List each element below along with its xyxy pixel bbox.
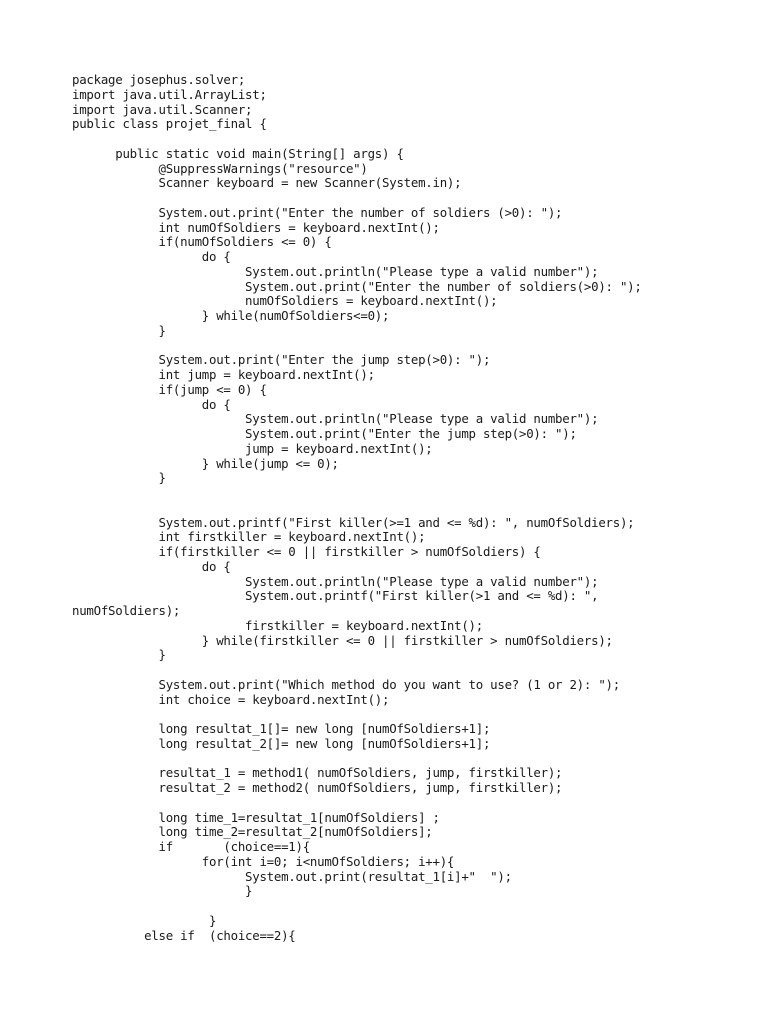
code-line: import java.util.Scanner; [72,101,253,117]
code-line: firstkiller = keyboard.nextInt(); [72,617,483,633]
code-line: int firstkiller = keyboard.nextInt(); [72,529,426,545]
code-line [72,663,762,678]
code-line: System.out.print("Which method do you want to use? (1 or 2): "); [72,676,620,692]
code-line: } [72,322,166,338]
code-line: System.out.print("Enter the jump step(>0): "); [72,352,491,368]
code-line: int jump = keyboard.nextInt(); [72,367,375,382]
code-line: } [72,883,253,899]
code-line: if (choice==1){ [72,839,310,854]
code-line: jump = keyboard.nextInt(); [72,440,433,456]
code-line: do { [72,558,231,574]
code-line: @SuppressWarnings("resource") [72,160,368,176]
code-line [72,707,762,722]
code-line: resultat_2 = method2( numOfSoldiers, jump, firstkiller); [72,780,563,795]
code-line: if(firstkiller <= 0 || firstkiller > numOfSoldiers) { [72,544,541,559]
code-line: numOfSoldiers); [72,603,181,618]
code-line: do { [72,396,231,412]
code-line [72,132,762,147]
code-line: } [72,470,166,486]
code-line: } while(jump <= 0); [72,455,339,471]
code-line [72,339,762,354]
code-line [72,796,762,811]
code-line [72,501,762,516]
code-line: } while(firstkiller <= 0 || firstkiller > numOfSoldiers); [72,632,613,648]
code-line: numOfSoldiers = keyboard.nextInt(); [72,293,498,309]
code-line [72,191,762,206]
code-line: long time_2=resultat_2[numOfSoldiers]; [72,824,433,840]
code-line: System.out.print("Enter the number of soldiers (>0): "); [72,204,563,220]
code-line: System.out.println("Please type a valid number"); [72,263,599,279]
code-line: System.out.printf("First killer(>=1 and <= %d): ", numOfSoldiers); [72,514,635,530]
code-line: System.out.print("Enter the number of soldiers(>0): "); [72,278,642,294]
code-line: System.out.println("Please type a valid number"); [72,411,599,427]
code-line: Scanner keyboard = new Scanner(System.in); [72,175,462,191]
code-line: int choice = keyboard.nextInt(); [72,691,390,707]
code-line: } while(numOfSoldiers<=0); [72,308,390,323]
code-line: if(jump <= 0) { [72,381,267,397]
code-line: for(int i=0; i<numOfSoldiers; i++){ [72,853,455,869]
code-line: System.out.println("Please type a valid number"); [72,573,599,589]
code-line: System.out.print("Enter the jump step(>0): "); [72,426,577,441]
code-line: long time_1=resultat_1[numOfSoldiers] ; [72,809,440,825]
code-line: package josephus.solver; [72,72,246,87]
code-line: public class projet_final { [72,116,267,132]
code-line: System.out.print(resultat_1[i]+" "); [72,868,512,884]
code-line: public static void main(String[] args) { [72,145,404,161]
code-line: int numOfSoldiers = keyboard.nextInt(); [72,219,440,235]
code-line: } [72,912,217,928]
code-line: if(numOfSoldiers <= 0) { [72,234,332,250]
code-block [72,73,762,943]
code-line [72,899,762,914]
code-line: } [72,647,166,663]
code-line: System.out.printf("First killer(>1 and <= %d): ", [72,588,599,604]
code-line: do { [72,249,231,264]
code-line: long resultat_2[]= new long [numOfSoldiers+1]; [72,735,491,751]
code-line: resultat_1 = method1( numOfSoldiers, jump, firstkiller); [72,765,563,781]
code-line [72,486,762,501]
code-line: long resultat_1[]= new long [numOfSoldiers+1]; [72,721,491,736]
code-line: import java.util.ArrayList; [72,86,267,102]
code-line [72,752,762,767]
code-line: else if (choice==2){ [72,927,296,943]
